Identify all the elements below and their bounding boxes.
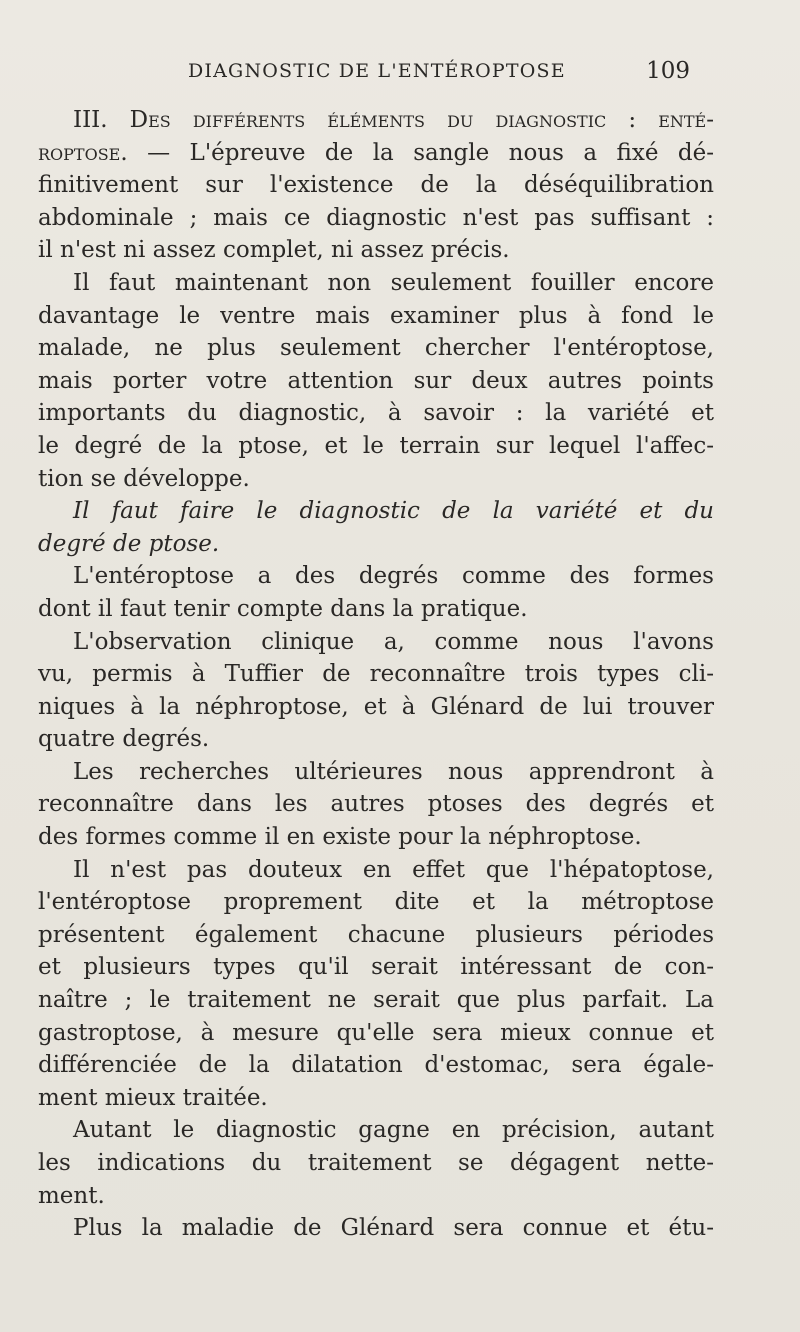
paragraph-start: L'observation clinique a, comme nous l'avons (73, 628, 714, 655)
text-line: il n'est ni assez complet, ni assez précis. (38, 237, 510, 264)
running-head (40, 58, 700, 88)
page-number: 109 (646, 58, 690, 84)
text-line: davantage le ventre mais examiner plus à fond le (38, 302, 714, 329)
text-line: niques à la néphroptose, et à Glénard de lui trouver (38, 693, 714, 720)
text-line: mais porter votre attention sur deux autres points (38, 367, 714, 394)
text-line: quatre degrés. (38, 726, 210, 753)
body-text (38, 104, 714, 1245)
text-line: finitivement sur l'existence de la déséquilibration (38, 172, 714, 199)
text-line: dont il faut tenir compte dans la pratique. (38, 595, 528, 622)
text-line: des formes comme il en existe pour la néphroptose. (38, 824, 642, 851)
text-line: gastroptose, à mesure qu'elle sera mieux connue et (38, 1019, 714, 1046)
section-heading-line (38, 137, 714, 170)
text-line: présentent également chacune plusieurs périodes (38, 921, 714, 948)
text-line: l'entéroptose proprement dite et la métroptose (38, 889, 714, 916)
text-line: vu, permis à Tuffier de reconnaître trois types cli- (38, 661, 714, 688)
paragraph-start: Il faut maintenant non seulement fouiller encore (73, 269, 714, 296)
text-line: les indications du traitement se dégagent nette- (38, 1150, 714, 1176)
text-line: naître ; le traitement ne serait que plus parfait. La (38, 987, 714, 1014)
text-line: le degré de la ptose, et le terrain sur lequel l'affec- (38, 432, 714, 459)
paragraph-start: Il n'est pas douteux en effet que l'hépatoptose, (73, 856, 714, 883)
paragraph-start: L'entéroptose a des degrés comme des formes (73, 563, 714, 590)
text-line: abdominale ; mais ce diagnostic n'est pas suffisant : (38, 204, 714, 231)
text-line: tion se développe. (38, 465, 250, 492)
text-line: reconnaître dans les autres ptoses des degrés et (38, 791, 714, 818)
text-line: ment mieux traitée. (38, 1084, 268, 1111)
italic-heading: degré de ptose. (38, 530, 220, 557)
text-line: importants du diagnostic, à savoir : la variété et (38, 400, 714, 427)
text-line: différenciée de la dilatation d'estomac, sera égale- (38, 1052, 714, 1079)
section-number: III. (73, 107, 108, 133)
italic-heading: Il faut faire le diagnostic de la variété et du (73, 498, 714, 525)
section-heading-line (38, 104, 714, 137)
paragraph-start: Les recherches ultérieures nous apprendront à (73, 758, 714, 785)
text-line: — L'épreuve de la sangle nous a fixé dé- (127, 139, 714, 166)
section-heading-continuation: roptose. (38, 139, 128, 166)
section-heading: Des différents éléments du diagnostic : enté- (129, 107, 714, 133)
text-line: malade, ne plus seulement chercher l'entéroptose, (38, 335, 714, 362)
paragraph-start: Plus la maladie de Glénard sera connue et étu- (73, 1215, 714, 1242)
running-title: DIAGNOSTIC DE L'ENTÉROPTOSE (188, 60, 566, 82)
text-line: ment. (38, 1182, 105, 1209)
paragraph-start: Autant le diagnostic gagne en précision, autant (73, 1117, 714, 1144)
text-line: et plusieurs types qu'il serait intéressant de con- (38, 954, 714, 981)
